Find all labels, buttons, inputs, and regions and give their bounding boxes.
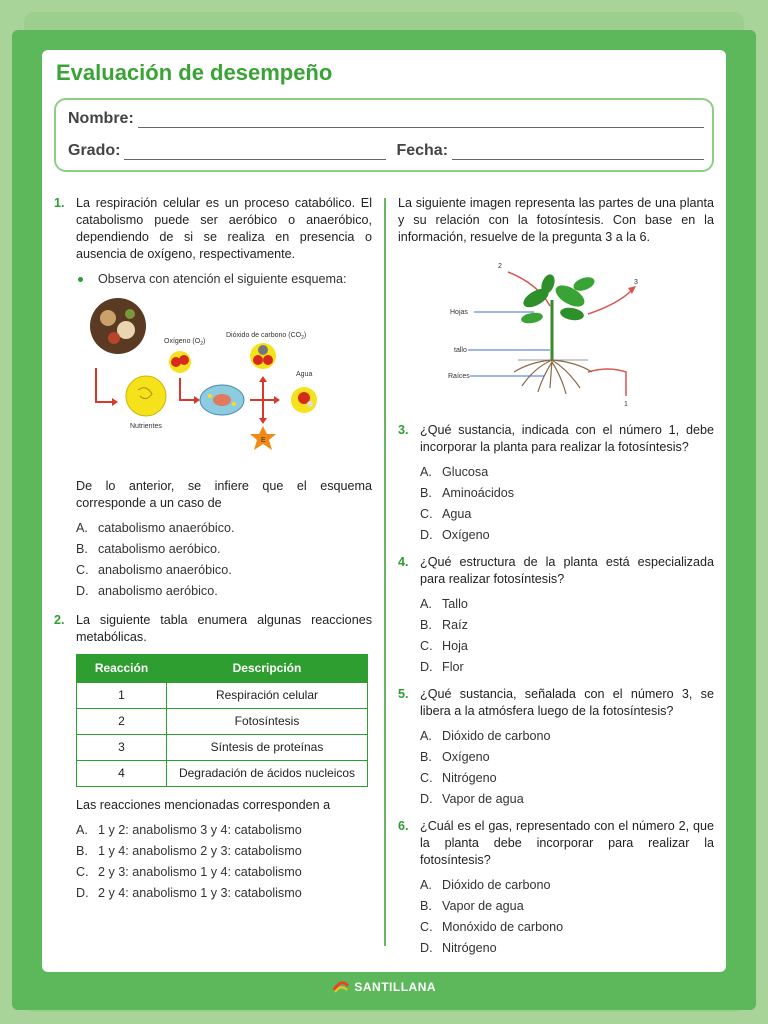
table-header: Descripción	[167, 655, 368, 683]
right-column	[398, 195, 714, 961]
question-3	[398, 422, 714, 456]
answer-option[interactable]: B. Oxígeno	[420, 750, 490, 764]
svg-text:3: 3	[634, 279, 638, 286]
question-number: 6.	[398, 819, 409, 833]
answer-option[interactable]: D. 2 y 4: anabolismo 1 y 3: catabolismo	[76, 886, 302, 900]
plant-diagram	[438, 254, 668, 414]
inference-text: De lo anterior, se infiere que el esquema corresponde a un caso de	[76, 479, 372, 510]
question-1	[54, 195, 372, 263]
nutrients-icon	[126, 376, 166, 416]
question-text: ¿Qué sustancia, indicada con el número 1, debe incorporar la planta para realizar la fotosíntesis?	[420, 423, 714, 454]
answer-option[interactable]: C. Agua	[420, 507, 472, 521]
answer-option[interactable]: C. Monóxido de carbono	[420, 920, 564, 934]
stem-label: tallo	[454, 347, 467, 354]
question-number: 1.	[54, 196, 65, 210]
page-title: Evaluación de desempeño	[56, 60, 333, 85]
question-5	[398, 686, 714, 720]
brand-name: SANTILLANA	[354, 979, 437, 994]
leaves-label: Hojas	[450, 309, 468, 316]
answer-option[interactable]: D. Vapor de agua	[420, 792, 524, 806]
answer-option[interactable]: D. Flor	[420, 660, 464, 674]
question-prompt: Las reacciones mencionadas corresponden a	[76, 798, 331, 812]
answer-option[interactable]: B. Raíz	[420, 618, 468, 632]
table-row: 2 Fotosíntesis	[77, 709, 368, 735]
answer-option[interactable]: D. Oxígeno	[420, 528, 490, 542]
question-number: 5.	[398, 687, 409, 701]
answer-option[interactable]: B. Vapor de agua	[420, 899, 524, 913]
svg-text:2: 2	[498, 263, 502, 270]
roots-icon	[514, 360, 592, 394]
question-text: ¿Qué estructura de la planta está especializada para realizar fotosíntesis?	[420, 555, 714, 586]
svg-text:1: 1	[624, 401, 628, 408]
answer-option[interactable]: C. Nitrógeno	[420, 771, 497, 785]
answer-option[interactable]: B. catabolismo aeróbico.	[76, 542, 221, 556]
santillana-logo-icon	[332, 980, 350, 994]
publisher-logo	[0, 978, 768, 996]
roots-label: Raíces	[448, 373, 470, 380]
question-number: 3.	[398, 423, 409, 437]
question-number: 4.	[398, 555, 409, 569]
grade-field[interactable]	[124, 146, 386, 160]
name-field[interactable]	[138, 114, 704, 128]
column-divider	[384, 198, 386, 946]
svg-text:E: E	[261, 437, 266, 444]
answer-option[interactable]: D. Nitrógeno	[420, 941, 497, 955]
instruction-bullet: Observa con atención el siguiente esquema:	[54, 271, 372, 288]
answer-option[interactable]: A. Tallo	[420, 597, 468, 611]
answer-option[interactable]: A. Dióxido de carbono	[420, 729, 551, 743]
grade-label: Grado:	[68, 142, 121, 159]
answer-option[interactable]: A. 1 y 2: anabolismo 3 y 4: catabolismo	[76, 823, 302, 837]
answer-option[interactable]: D. anabolismo aeróbico.	[76, 584, 218, 598]
water-label: Agua	[296, 371, 313, 378]
question-text: ¿Cuál es el gas, representado con el número 2, que la planta debe incorporar para realizar la fotosíntesis?	[420, 819, 714, 867]
name-row	[68, 110, 704, 128]
question-6	[398, 818, 714, 869]
reactions-table	[76, 654, 368, 787]
table-row: 1 Respiración celular	[77, 683, 368, 709]
grade-date-row	[68, 142, 704, 160]
oxygen-label: Oxígeno $(O_2)$	[164, 338, 206, 347]
question-number: 2.	[54, 613, 65, 627]
answer-option[interactable]: A. Dióxido de carbono	[420, 878, 551, 892]
table-row: 4 Degradación de ácidos nucleicos	[77, 761, 368, 787]
answer-option[interactable]: A. Glucosa	[420, 465, 489, 479]
table-row: 3 Síntesis de proteínas	[77, 735, 368, 761]
leaf-icon	[559, 306, 585, 322]
nutrients-label: Nutrientes	[130, 423, 162, 430]
answer-option[interactable]: C. 2 y 3: anabolismo 1 y 4: catabolismo	[76, 865, 302, 879]
left-column	[54, 195, 372, 906]
arrow-icon	[96, 368, 112, 402]
question-text: La siguiente tabla enumera algunas reacciones metabólicas.	[76, 613, 372, 644]
answer-option[interactable]: A. catabolismo anaeróbico.	[76, 521, 235, 535]
co2-label: Dióxido de carbono $(CO_2)$	[226, 332, 307, 341]
date-field[interactable]	[452, 146, 704, 160]
question-text: La respiración celular es un proceso catabólico. El catabolismo puede ser aeróbico o anaeróbico, dependiendo de si se realiza en presencia o ausencia de oxígeno, respectivamente.	[76, 196, 372, 261]
question-4	[398, 554, 714, 588]
answer-option[interactable]: B. 1 y 4: anabolismo 2 y 3: catabolismo	[76, 844, 302, 858]
answer-option[interactable]: C. anabolismo anaeróbico.	[76, 563, 232, 577]
name-label: Nombre:	[68, 110, 134, 127]
leaf-icon	[520, 311, 543, 325]
question-text: ¿Qué sustancia, señalada con el número 3, se libera a la atmósfera luego de la fotosíntesis?	[420, 687, 714, 718]
answer-option[interactable]: B. Aminoácidos	[420, 486, 515, 500]
date-label: Fecha:	[396, 142, 449, 159]
table-header: Reacción	[77, 655, 167, 683]
plant-intro: La siguiente imagen representa las partes de una planta y su relación con la fotosíntesis. Con base en la información, resuelve de la pregunta 3 a la 6.	[398, 196, 714, 244]
respiration-diagram	[84, 296, 344, 466]
answer-option[interactable]: C. Hoja	[420, 639, 468, 653]
worksheet	[42, 50, 726, 972]
student-info-box	[54, 98, 714, 172]
question-2	[54, 612, 372, 646]
